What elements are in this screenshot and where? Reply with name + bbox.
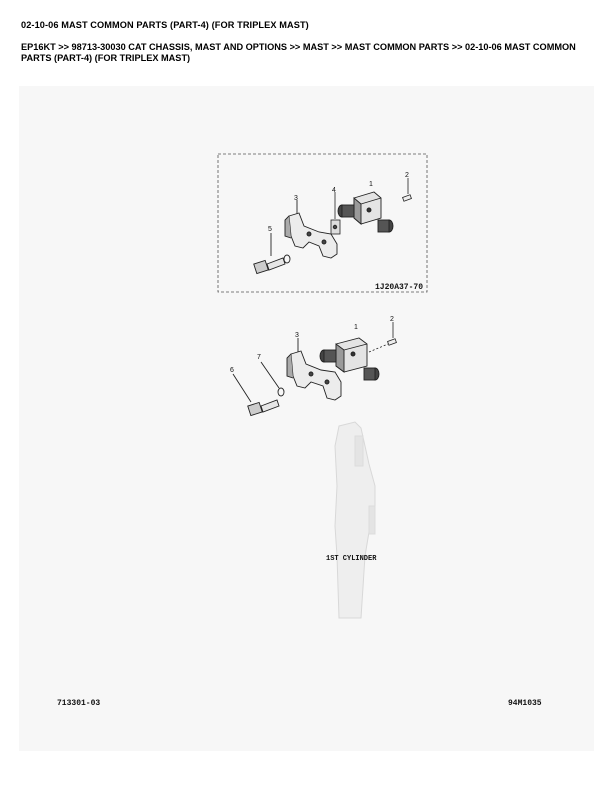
inset-callout-5: 5 (268, 226, 272, 233)
main-callout-7: 7 (257, 354, 261, 361)
part-2-pin (403, 178, 412, 201)
main-callout-6: 6 (230, 367, 234, 374)
cylinder-label: 1ST CYLINDER (326, 555, 377, 563)
inset-callout-1: 1 (369, 181, 373, 188)
main-part-6-bolt (233, 374, 279, 416)
main-part-3-bracket (287, 338, 341, 400)
part-3-bracket (285, 200, 337, 258)
main-part-7-washer (261, 362, 284, 396)
inset-callout-4: 4 (332, 187, 336, 194)
main-diagram (230, 316, 396, 618)
figure-code-left: 713301-03 (57, 699, 101, 708)
inset-ref-code: 1J20A37-70 (375, 283, 424, 292)
main-part-2-pin (369, 322, 396, 352)
parts-diagram (19, 86, 594, 751)
inset-callout-2: 2 (405, 172, 409, 179)
part-1-block (338, 192, 393, 232)
breadcrumb: EP16KT >> 98713-30030 CAT CHASSIS, MAST AND OPTIONS >> MAST >> MAST COMMON PARTS >> 02-10-06 MAST COMMON PARTS (PART-4) (FOR TRIPLEX MAST) (21, 42, 576, 63)
figure-code-right: 94M1035 (508, 699, 542, 708)
inset-diagram (218, 154, 427, 292)
main-callout-1: 1 (354, 324, 358, 331)
cylinder-outline (335, 422, 375, 618)
diagram-panel (19, 86, 594, 751)
inset-border (218, 154, 427, 292)
main-callout-3: 3 (295, 332, 299, 339)
page-title: 02-10-06 MAST COMMON PARTS (PART-4) (FOR TRIPLEX MAST) (21, 20, 309, 30)
part-5-bolt (254, 233, 290, 274)
main-callout-2: 2 (390, 316, 394, 323)
inset-callout-3: 3 (294, 195, 298, 202)
